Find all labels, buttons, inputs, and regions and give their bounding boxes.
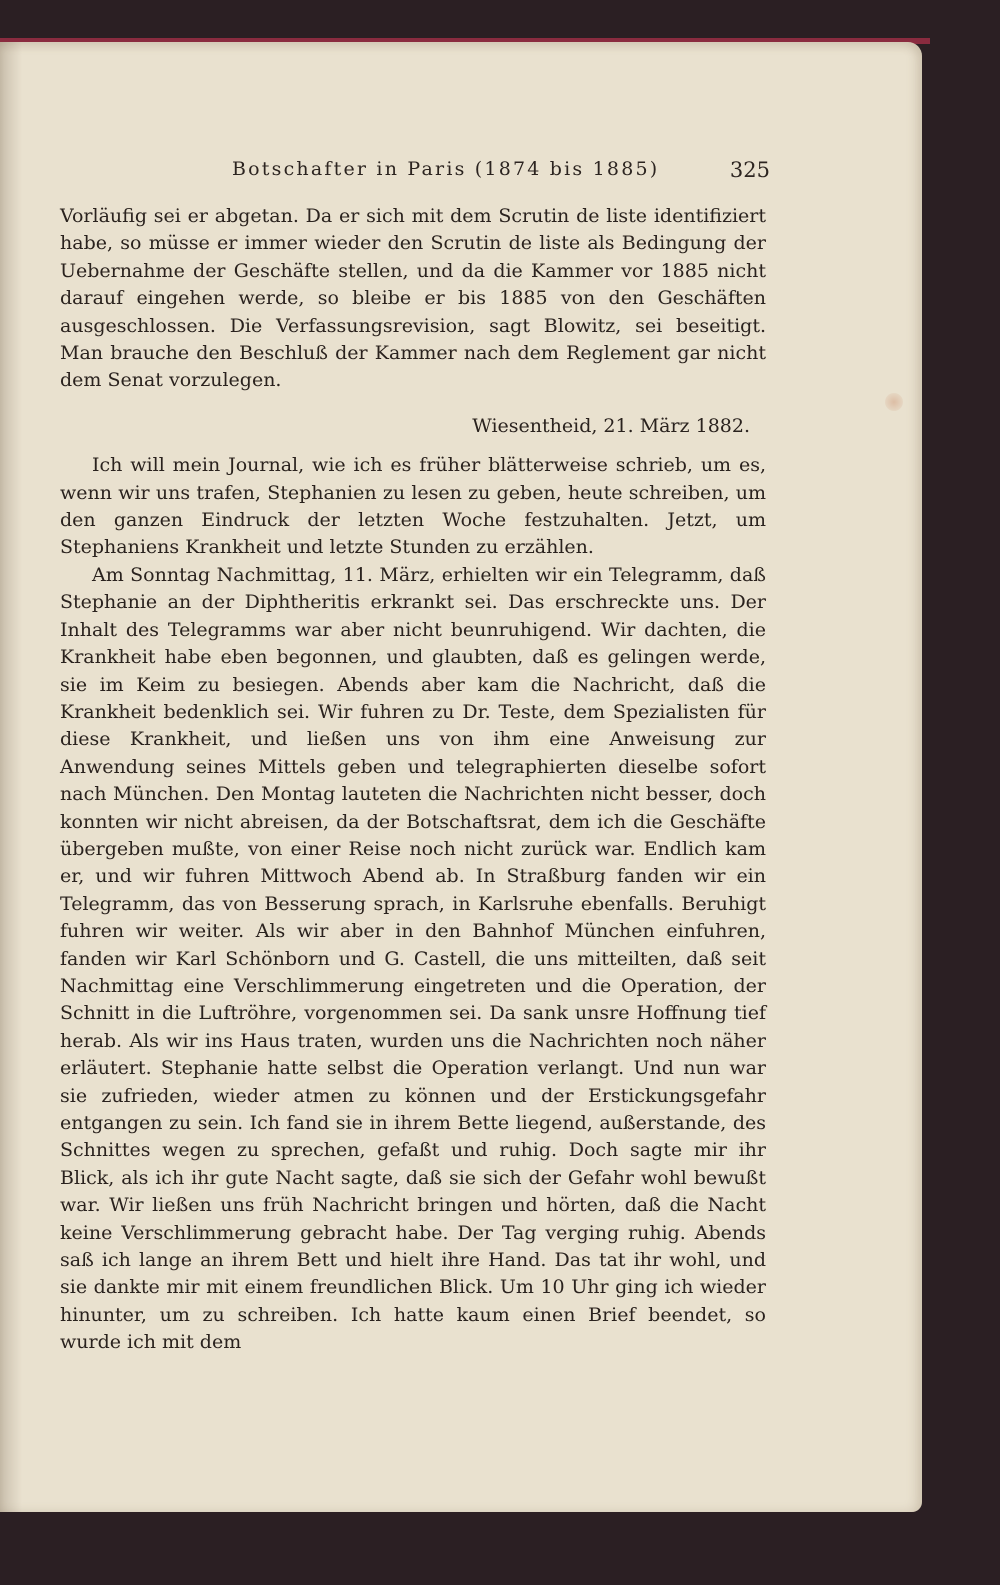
paper-stain	[885, 393, 903, 411]
paragraph-continuation: Vorläufig sei er abgetan. Da er sich mit dem Scrutin de liste identifiziert habe, so müsse er immer wieder den Scrutin de liste als Bedingung der Uebernahme der Geschäfte stellen, und da die Kammer vor 1885 nicht darauf eingehen werde, so bleibe er bis 1885 von den Geschäften ausgeschlossen. Die Verfassungsrevision, sagt Blowitz, sei beseitigt. Man brauche den Beschluß der Kammer nach dem Reglement gar nicht dem Senat vorzulegen.	[60, 205, 766, 392]
page-header	[60, 158, 770, 188]
paragraph-journal-intro: Ich will mein Journal, wie ich es früher blätterweise schrieb, um es, wenn wir uns trafen, Stephanien zu lesen zu geben, heute schreiben, um den ganzen Eindruck der letzten Woche festzuhalten. Jetzt, um Stephaniens Krankheit und letzte Stunden zu erzählen.	[60, 454, 766, 559]
dateline: Wiesentheid, 21. März 1882.	[472, 414, 750, 437]
running-title: Botschafter in Paris (1874 bis 1885)	[232, 158, 660, 180]
spine-shadow	[0, 42, 22, 1512]
paragraph-illness-account: Am Sonntag Nachmittag, 11. März, erhielten wir ein Telegramm, daß Stephanie an der Diphtheritis erkrankt sei. Das erschreckte uns. Der Inhalt des Telegramms war aber nicht beunruhigend. Wir dachten, die Krankheit habe eben begonnen, und glaubten, daß es gelingen werde, sie im Keim zu besiegen. Abends aber kam die Nachricht, daß die Krankheit bedenklich sei. Wir fuhren zu Dr. Teste, dem Spezialisten für diese Krankheit, und ließen uns von ihm eine Anweisung zur Anwendung seines Mittels geben und telegraphierten dieselbe sofort nach München. Den Montag lauteten die Nachrichten nicht besser, doch konnten wir nicht abreisen, da der Botschaftsrat, dem ich die Geschäfte übergeben mußte, von einer Reise noch nicht zurück war. Endlich kam er, und wir fuhren Mittwoch Abend ab. In Straßburg fanden wir ein Telegramm, das von Besserung sprach, in Karlsruhe ebenfalls. Beruhigt fuhren wir weiter. Als wir aber in den Bahnhof München einfuhren, fanden wir Karl Schönborn und G. Castell, die uns mitteilten, daß seit Nachmittag eine Verschlimmerung eingetreten und die Operation, der Schnitt in die Luftröhre, vorgenommen sei. Da sank unsre Hoffnung tief herab. Als wir ins Haus traten, wurden uns die Nachrichten noch näher erläutert. Stephanie hatte selbst die Operation verlangt. Und nun war sie zufrieden, wieder atmen zu können und der Erstickungsgefahr entgangen zu sein. Ich fand sie in ihrem Bette liegend, außerstande, des Schnittes wegen zu sprechen, gefaßt und ruhig. Doch sagte mir ihr Blick, als ich ihr gute Nacht sagte, daß sie sich der Gefahr wohl bewußt war. Wir ließen uns früh Nachricht bringen und hörten, daß die Nacht keine Verschlimmerung gebracht habe. Der Tag verging ruhig. Abends saß ich lange an ihrem Bett und hielt ihre Hand. Das tat ihr wohl, und sie dankte mir mit einem freundlichen Blick. Um 10 Uhr ging ich wieder hinunter, um zu schreiben. Ich hatte kaum einen Brief beendet, so wurde ich mit dem	[60, 563, 766, 1354]
page-number: 325	[729, 158, 770, 182]
page-body	[60, 203, 766, 1357]
